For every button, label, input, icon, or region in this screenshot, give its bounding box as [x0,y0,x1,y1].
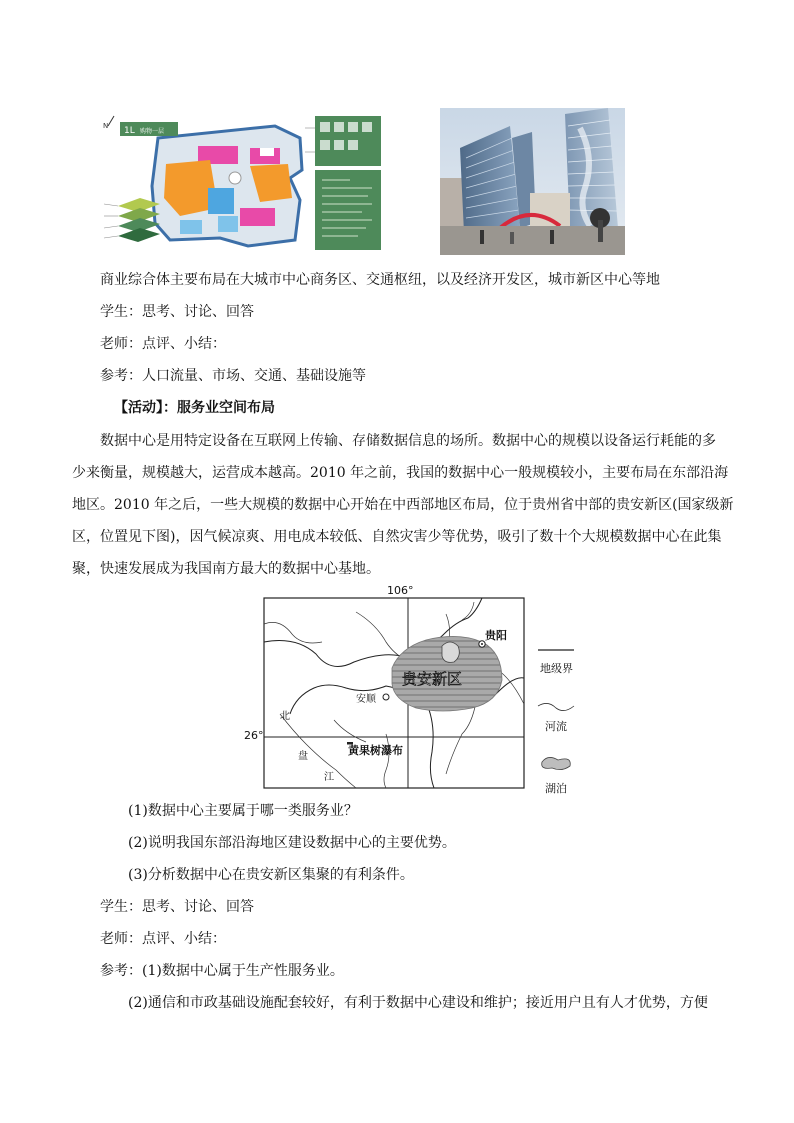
huangguoshu-label: 黄果树瀑布 [348,744,403,757]
svg-text:购物一层: 购物一层 [140,128,165,135]
guian-new-area-map [236,584,586,794]
legend-river-label: 河流 [545,720,567,733]
paragraph-line: 区，位置见下图)，因气候凉爽、用电成本较低、自然灾害少等优势，吸引了数十个大规模数据中心在此集 [72,529,722,545]
paragraph-line: 少来衡量，规模越大，运营成本越高。2010 年之前，我国的数据中心一般规模较小，主要布局在东部沿海 [72,465,729,481]
guiyang-label: 贵阳 [485,629,507,642]
legend-boundary-label: 地级界 [540,662,573,675]
text-commercial-location: 商业综合体主要布局在大城市中心商务区、交通枢纽，以及经济开发区，城市新区中心等地 [100,272,660,288]
text-student-1: 学生：思考、讨论、回答 [100,304,254,320]
paragraph-line: 聚，快速发展成为我国南方最大的数据中心基地。 [72,561,380,577]
mall-floor-map-image [100,108,384,256]
latitude-label: 26° [244,729,264,742]
text-teacher-2: 老师：点评、小结： [100,931,226,947]
svg-text:1L: 1L [124,126,135,136]
question-1: (1)数据中心主要属于哪一类服务业？ [128,803,358,819]
question-3: (3)分析数据中心在贵安新区集聚的有利条件。 [128,867,414,883]
answer-2: (2)通信和市政基础设施配套较好，有利于数据中心建设和维护；接近用户且有人才优势，方便 [128,995,708,1011]
activity-title: 【活动】：服务业空间布局 [114,400,275,416]
text-teacher-1: 老师：点评、小结： [100,336,226,352]
paragraph-line: 数据中心是用特定设备在互联网上传输、存储数据信息的场所。数据中心的规模以设备运行耗能的多 [100,433,716,449]
river-label-char: 江 [324,772,334,783]
data-center-paragraph [72,425,734,585]
paragraph-line: 地区。2010 年之后，一些大规模的数据中心开始在中西部地区布局，位于贵州省中部的贵安新区(国家级新 [72,497,734,513]
longitude-label: 106° [387,584,414,597]
anshun-label: 安顺 [356,694,376,705]
commercial-complex-photo [440,108,625,255]
text-student-2: 学生：思考、讨论、回答 [100,899,254,915]
river-label-char: 盘 [298,751,308,762]
svg-text:N: N [103,122,109,130]
legend-lake-label: 湖泊 [545,782,567,795]
question-2: (2)说明我国东部沿海地区建设数据中心的主要优势。 [128,835,456,851]
guian-new-area-label: 贵安新区 [402,670,463,688]
text-reference-1: 参考：人口流量、市场、交通、基础设施等 [100,368,366,384]
river-label-char: 北 [280,711,290,722]
answer-1: 参考：(1)数据中心属于生产性服务业。 [100,963,344,979]
